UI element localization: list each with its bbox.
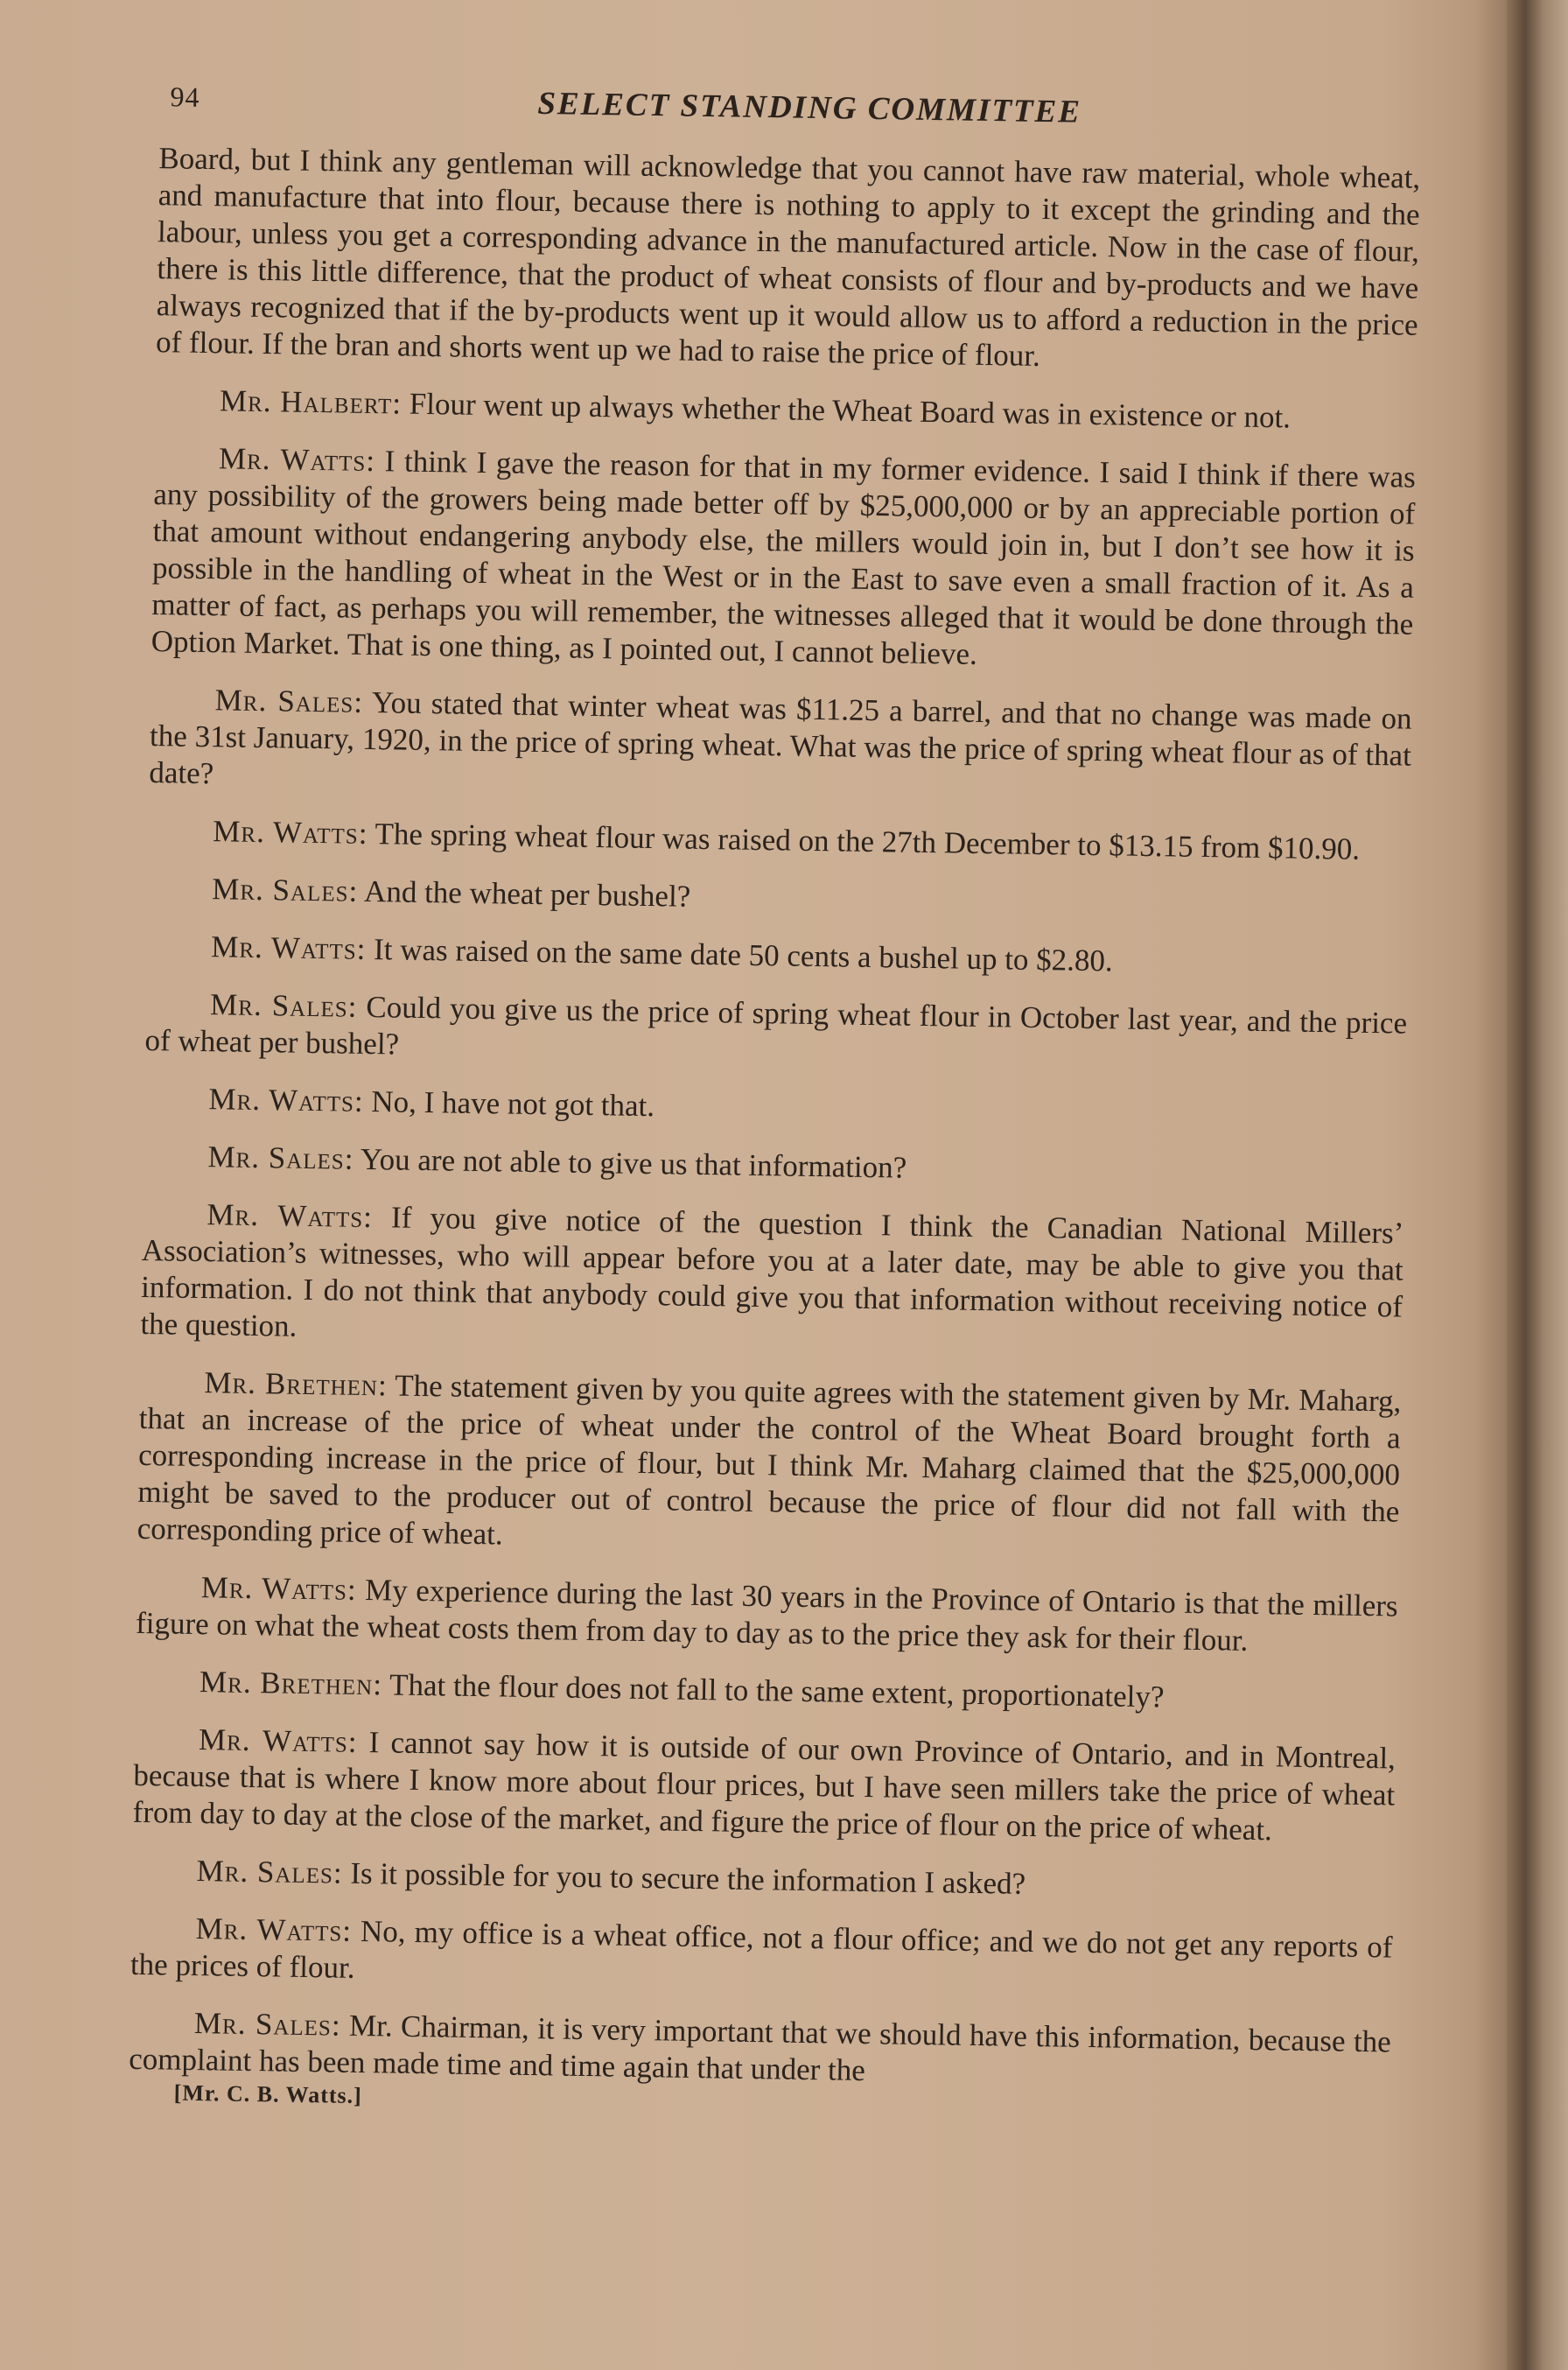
paragraph-text: No, my office is a wheat office, not a flour office; and we do not get any reports of the prices of flour. xyxy=(130,1913,1393,1985)
paragraph xyxy=(123,1910,1437,2004)
speaker-label: Mr. Sales: xyxy=(193,2006,341,2043)
speaker-label: Mr. Brethen: xyxy=(204,1365,388,1403)
paragraph-text: No, I have not got that. xyxy=(363,1083,655,1124)
speaker-label: Mr. Watts: xyxy=(195,1911,353,1948)
paragraph xyxy=(136,1138,1448,1196)
paragraph xyxy=(129,1568,1442,1663)
speaker-label: Mr. Watts: xyxy=(206,1197,374,1235)
paragraph xyxy=(136,1080,1449,1138)
paragraph xyxy=(130,1364,1445,1568)
speaker-label: Mr. Watts: xyxy=(213,814,368,851)
paragraph xyxy=(140,870,1452,928)
paragraph-text: Mr. Chairman, it is very important that we should have this information, because the complaint has been made time and time again that under the xyxy=(128,2008,1392,2088)
paragraph xyxy=(133,1196,1447,1364)
paragraph-text: I think I gave the reason for that in my former evidence. I said I think if there was any possibility of the growers being made better off by $25,000,000 or by an appreciable portion of that amount without endangering anybody else, the millers would join in, but I don’t see how it is possible in the handling of wheat in the West or in the East to save even a small fraction of it. As a matter of fact, as perhaps you will remember, the witnesses alleged that it would be done through the Option Market. That is one thing, as I pointed out, I cannot believe. xyxy=(150,444,1417,671)
paragraph xyxy=(128,1663,1440,1721)
speaker-label: Mr. Halbert: xyxy=(219,383,402,421)
paragraph xyxy=(137,985,1451,1080)
paragraph-text: You are not able to give us that information? xyxy=(354,1141,907,1185)
paragraph-text: I cannot say how it is outside of our own Province of Ontario, and in Montreal, because that is where I know more about flour prices, but I have seen millers take the price of wheat from day to day at the close of the market, and figure the price of flour on the price of wheat. xyxy=(132,1724,1396,1848)
book-gutter xyxy=(1507,0,1568,2370)
paragraph-text: You stated that winter wheat was $11.25 a barrel, and that no change was made on the 31st January, 1920, in the price of spring wheat. What was the price of spring wheat flour as of that date? xyxy=(149,684,1412,791)
paragraph-text: The statement given by you quite agrees with the statement given by Mr. Maharg, that an increase of the price of wheat under the control of the Wheat Board brought forth a corresponding increase in the price of flour, but I think Mr. Maharg claimed that the $25,000,000 might be saved to the producer out of control because the price of flour did not fall with the corresponding price of wheat. xyxy=(136,1368,1402,1552)
speaker-label: Mr. Sales: xyxy=(207,1139,354,1176)
witness-note: [Mr. C. B. Watts.] xyxy=(173,2079,363,2109)
speaker-label: Mr. Sales: xyxy=(212,872,359,908)
paragraph xyxy=(148,382,1460,439)
paragraph xyxy=(142,681,1456,812)
paragraph xyxy=(139,928,1452,985)
paragraph-text: Could you give us the price of spring wheat flour in October last year, and the price of wheat per bushel? xyxy=(144,989,1408,1062)
speaker-label: Mr. Sales: xyxy=(209,987,358,1024)
paragraph-text: The spring wheat flour was raised on the 27th December to $13.15 from $10.90. xyxy=(368,816,1361,866)
paragraph-text: Board, but I think any gentleman will acknowledge that you cannot have raw material, whole wheat, and manufacture that into flour, because there is nothing to apply to it except the grinding and the labour, unless you get a corresponding advance in the manufactured article. Now in the case of flour, there is this little difference, that the product of wheat consists of flour and by-products and we have always recognized that if the by-products went up it would allow us to afford a reduction in the price of flour. If the bran and shorts went up we had to raise the price of flour. xyxy=(155,141,1421,373)
paragraph-text: My experience during the last 30 years in the Province of Ontario is that the millers figure on what the wheat costs them from day to day as to the price they ask for their flour. xyxy=(135,1572,1398,1658)
paragraph-text: Is it possible for you to secure the information I asked? xyxy=(342,1855,1026,1901)
paragraph xyxy=(124,1852,1437,1910)
paragraph-text: Flour went up always whether the Wheat Board was in existence or not. xyxy=(401,386,1292,435)
paragraph xyxy=(149,140,1465,382)
speaker-label: Mr. Sales: xyxy=(196,1854,343,1890)
speaker-label: Mr. Watts: xyxy=(208,1082,364,1118)
paragraph-text: It was raised on the same date 50 cents a bushel up to $2.80. xyxy=(366,931,1114,978)
paragraph xyxy=(144,439,1460,681)
speaker-label: Mr. Watts: xyxy=(210,929,367,966)
page-content xyxy=(121,70,1465,2126)
speaker-label: Mr. Sales: xyxy=(214,683,364,719)
paragraph xyxy=(141,812,1453,870)
running-title: SELECT STANDING COMMITTEE xyxy=(537,85,1082,130)
paragraph-text: If you give notice of the question I think the Canadian National Millers’ Association’s witnesses, who will appear before you at a later date, may be able to give you that information. I do not think that anybody could give you that information without receiving notice of the question. xyxy=(140,1200,1404,1343)
speaker-label: Mr. Brethen: xyxy=(199,1665,383,1702)
page-number: 94 xyxy=(170,81,200,113)
paragraph xyxy=(125,1721,1439,1852)
speaker-label: Mr. Watts: xyxy=(218,441,376,479)
paragraph-text: That the flour does not fall to the same extent, proportionately? xyxy=(382,1667,1165,1714)
speaker-label: Mr. Watts: xyxy=(198,1722,358,1759)
speaker-label: Mr. Watts: xyxy=(200,1570,357,1607)
paragraph-text: And the wheat per bushel? xyxy=(357,873,691,914)
